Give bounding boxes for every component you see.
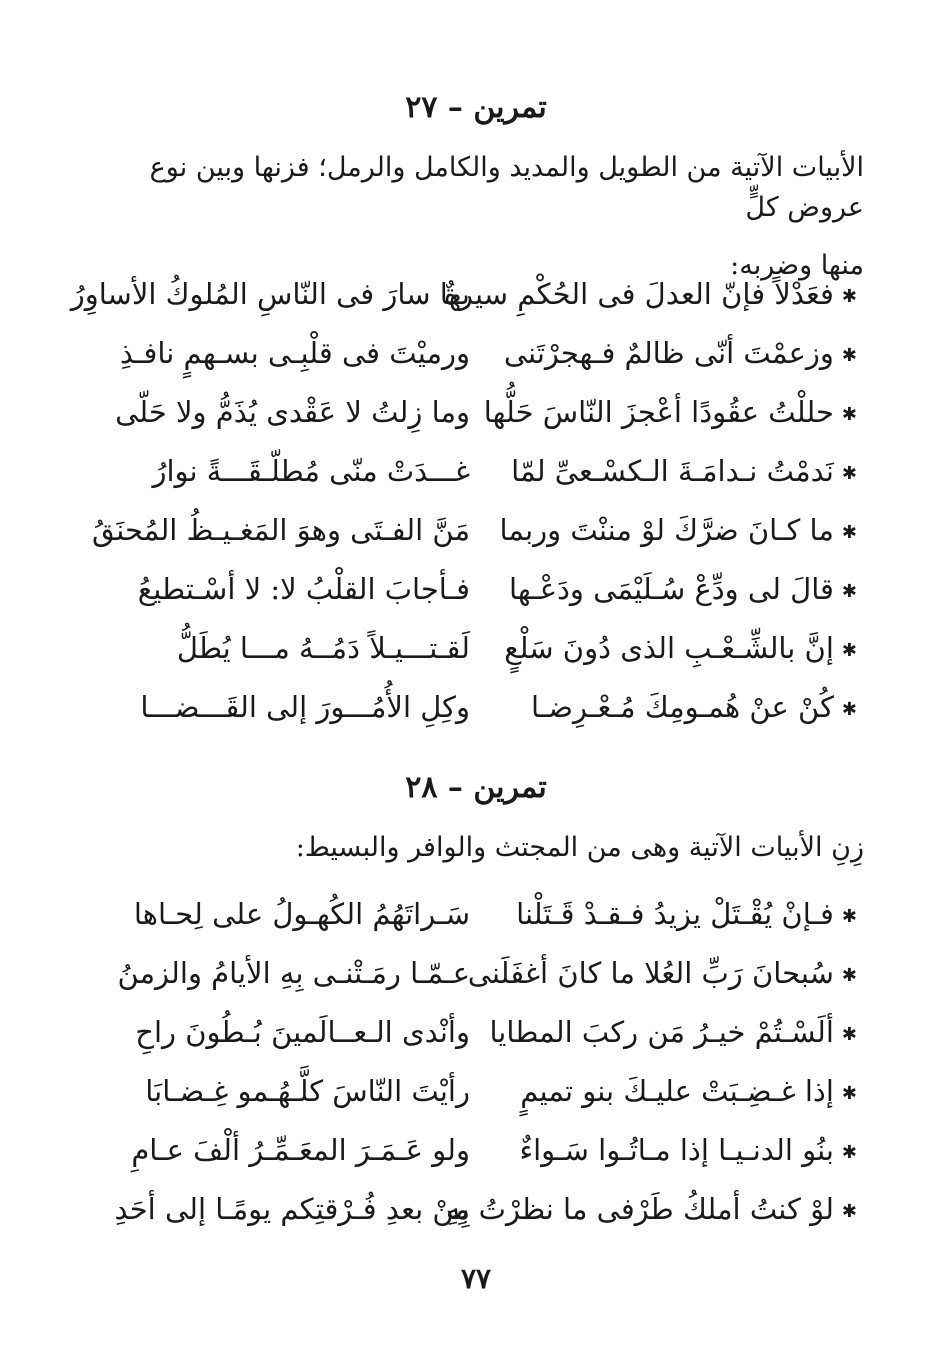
hemistich-text: كُنْ عنْ هُمـومِكَ مُـعْـرِضـا [531,690,834,724]
verse-second-hemistich: مِنْ بعدِ فُـرْقتِكم يومًـا إلى أحَدِ [114,1192,470,1226]
verse-marker-icon: ✱ [841,463,857,484]
exercise-28-verses [114,888,857,1242]
verse-first-hemistich [517,1071,857,1116]
verse-row [119,327,857,386]
exercise-28-title: تمرين – ٢٨ [405,770,547,805]
verse-second-hemistich: بها سارَ فى النّاسِ المُلوكُ الأساوِرُ [70,277,470,311]
hemistich-text: ما كـانَ ضرَّكَ لوْ مننْتَ وربما [499,513,834,547]
exercise-27-instruction [104,148,864,286]
verse-row [130,1065,857,1124]
verse-marker-icon: ✱ [841,1142,857,1163]
verse-first-hemistich [511,451,857,496]
verse-second-hemistich: وما زِلتُ لا عَقْدى يُذَمُّ ولا حَلّى [115,395,470,429]
verse-row [130,1124,857,1183]
hemistich-text: فعَدْلاً فإنّ العدلَ فى الحُكْمِ سيرةٌ [443,277,834,311]
verse-second-hemistich: ولو عَـمَـرَ المعَـمِّـرُ ألْفَ عـامِ [131,1133,470,1167]
verse-row [130,888,857,947]
hemistich-text: فـإنْ يُقْـتَلْ يزيدُ فـقـدْ قَـتَلْنا [516,897,834,931]
verse-row [130,1006,857,1065]
verse-row [130,445,857,504]
verse-first-hemistich [509,569,857,614]
verse-marker-icon: ✱ [841,286,857,307]
hemistich-text: حللْتُ عقُودًا أعْجزَ النّاسَ حَلُّها [483,395,834,429]
verse-first-hemistich [445,1189,857,1234]
verse-first-hemistich [517,1130,857,1175]
verse-marker-icon: ✱ [841,345,857,366]
verse-marker-icon: ✱ [841,522,857,543]
hemistich-text: إنَّ بالشِّـعْـبِ الذى دُونَ سَلْعٍ [504,631,834,665]
verse-first-hemistich [443,274,857,319]
hemistich-text: لوْ كنتُ أملكُ طَرْفى ما نظرْتُ بِهِ [445,1192,834,1226]
verse-marker-icon: ✱ [841,1024,857,1045]
verse-second-hemistich: عـمّـا رمَـتْنـى بِهِ الأيامُ والزمنُ [117,956,470,990]
verse-marker-icon: ✱ [841,699,857,720]
hemistich-text: إذا غـضِـبَتْ عليـكَ بنو تميمٍ [520,1074,834,1108]
verse-row [130,681,857,740]
verse-first-hemistich [517,687,857,732]
verse-row [117,947,857,1006]
exercise-27-verses [70,268,857,740]
verse-second-hemistich: مَنَّ الفـتَى وهوَ المَغـيـظُ المُحنَقُ [92,513,470,547]
verse-first-hemistich [483,392,857,437]
hemistich-text: نَدمْتُ نـدامَـةَ الـكسْـعىِّ لمّا [511,454,834,488]
verse-marker-icon: ✱ [841,906,857,927]
verse-second-hemistich: ورميْتَ فى قلْبِـى بسـهمٍ نافـذِ [119,336,470,370]
verse-second-hemistich: وكِلِ الأُمُـــورَ إلى القَـــضـــا [140,690,470,724]
verse-row [70,268,857,327]
verse-first-hemistich [499,510,857,555]
verse-first-hemistich [504,628,857,673]
verse-row [92,504,857,563]
verse-second-hemistich: رأيْتَ النّاسَ كلَّـهُـمو غِـضـابَا [145,1074,470,1108]
hemistich-text: سُبحانَ رَبِّ العُلا ما كانَ أغفَلَنى [467,956,834,990]
instruction-line-1: زِنِ الأبيات الآتية وهى من المجتث والوافر والبسيط: [295,832,864,863]
verse-row [115,386,857,445]
verse-marker-icon: ✱ [841,640,857,661]
verse-first-hemistich [467,953,857,998]
hemistich-text: قالَ لى ودِّعْ سُـلَيْمَى ودَعْـها [509,572,834,606]
verse-row [130,563,857,622]
verse-first-hemistich [517,894,857,939]
verse-first-hemistich [503,333,857,378]
page-number: ٧٧ [460,1262,492,1295]
verse-second-hemistich: غـــدَتْ منّى مُطلّـقَـــةً نوارُ [152,454,470,488]
verse-second-hemistich: وأنْدى الـعــالَمينَ بُـطُونَ راحِ [135,1015,470,1049]
exercise-27-title: تمرين – ٢٧ [405,90,547,125]
verse-marker-icon: ✱ [841,1201,857,1222]
instruction-line-1: الأبيات الآتية من الطويل والمديد والكامل والرمل؛ فزنها وبين نوع عروض كلٍّ [149,152,864,223]
verse-marker-icon: ✱ [841,1083,857,1104]
verse-row [114,1183,857,1242]
hemistich-text: وزعمْتَ أنّى ظالمٌ فـهجرْتَنى [503,336,834,370]
verse-marker-icon: ✱ [841,965,857,986]
instruction-line-2: منها وضربه: [730,250,864,281]
exercise-28-instruction [104,828,864,868]
hemistich-text: ألَسْـتُمْ خيـرُ مَن ركبَ المطايا [489,1015,834,1049]
verse-second-hemistich: لَقـتـــيـلاً دَمُــهُ مـــا يُطَلُّ [176,631,470,665]
verse-row [130,622,857,681]
verse-second-hemistich: سَـراتَهُمُ الكُهـولُ على لِحـاها [133,897,470,931]
verse-marker-icon: ✱ [841,404,857,425]
verse-second-hemistich: فـأجابَ القلْبُ لا: لا أسْـتطيعُ [137,572,470,606]
verse-marker-icon: ✱ [841,581,857,602]
hemistich-text: بنُو الدنـيـا إذا مـاتُـوا سَـواءٌ [519,1133,834,1167]
verse-first-hemistich [489,1012,857,1057]
